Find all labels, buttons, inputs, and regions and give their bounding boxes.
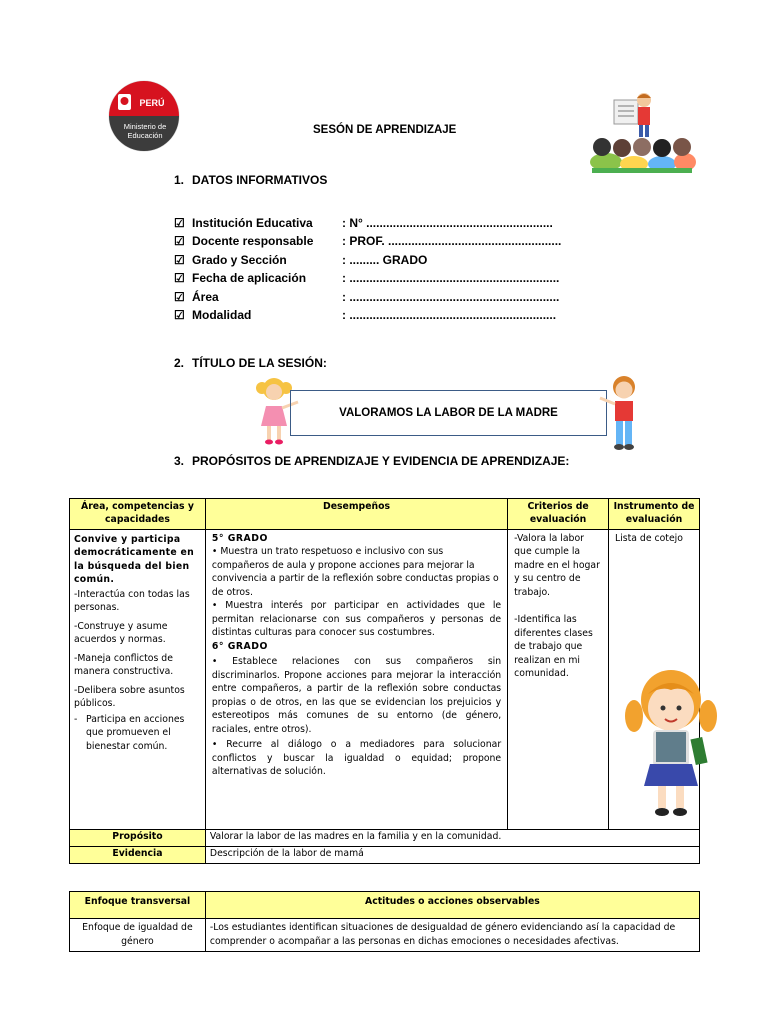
checkbox-icon: ☑ <box>174 216 185 230</box>
evidence-value: Descripción de la labor de mamá <box>205 847 699 864</box>
checkbox-icon: ☑ <box>174 271 185 285</box>
header-instrumento: Instrumento de evaluación <box>609 499 700 530</box>
capacity-item: -Delibera sobre asuntos públicos. <box>74 684 185 710</box>
info-row-area <box>174 290 559 304</box>
criteria-cell <box>508 530 609 830</box>
info-value: : ............................................................... <box>342 271 560 285</box>
header-actitudes: Actitudes o acciones observables <box>205 892 699 919</box>
section-2-number: 2. <box>174 356 185 370</box>
grade-5-item: • Muestra interés por participar en actividades que le permitan relacionarse con sus compañeros y personas de distintas culturas para conocer sus costumbres. <box>211 600 502 639</box>
schoolgirl-illustration <box>620 664 722 820</box>
learning-purposes-table <box>69 498 700 864</box>
capacity-bullets <box>74 713 201 753</box>
logo-country: PERÚ <box>139 98 165 108</box>
section-1-number: 1. <box>174 173 185 187</box>
info-value: : .............................................................. <box>342 308 557 322</box>
grade-5-item: • Muestra un trato respetuoso e inclusivo con sus compañeros de aula y propone acciones para mejorar la convivencia a partir de la reflexión sobre conductas propias o de otros. <box>211 546 499 598</box>
header-desempenos: Desempeños <box>205 499 507 530</box>
grade-6-item: • Establece relaciones con sus compañeros sin discriminarlos. Propone acciones para mejorar la interacción entre compañeros, a partir de la reflexión sobre conductas propias o de otros, en las que se evidencian los prejuicios y estereotipos más comunes de su entorno (de género, raciales, entre otros). <box>211 656 502 735</box>
grade-5-title: 5° GRADO <box>211 533 268 544</box>
enfoque-transversal-table <box>69 891 700 952</box>
purpose-label: Propósito <box>70 830 206 847</box>
enfoque-name: Enfoque de igualdad de género <box>70 918 206 951</box>
capacities-cell <box>70 530 206 830</box>
section-2-title: TÍTULO DE LA SESIÓN: <box>192 356 327 370</box>
classroom-illustration <box>588 90 696 174</box>
info-row-institucion <box>174 216 553 230</box>
session-title: VALORAMOS LA LABOR DE LA MADRE <box>339 407 558 419</box>
evidence-label: Evidencia <box>70 847 206 864</box>
document-title: SESÓN DE APRENDIZAJE <box>313 124 457 136</box>
criteria-item: -Valora la labor que cumple la madre en el hogar y su centro de trabajo. <box>514 533 600 598</box>
capacity-item: -Maneja conflictos de manera constructiva. <box>74 652 174 678</box>
info-label: Modalidad <box>192 308 252 322</box>
info-row-docente <box>174 234 561 248</box>
info-value: : N° ........................................................ <box>342 216 553 230</box>
header-area: Área, competencias y capacidades <box>70 499 206 530</box>
grade-6-title: 6° GRADO <box>211 640 268 652</box>
info-row-grado <box>174 253 427 267</box>
info-value: : ......... GRADO <box>342 253 428 267</box>
info-row-fecha <box>174 271 559 285</box>
competence-title: Convive y participa democráticamente en la búsqueda del bien común. <box>74 534 195 586</box>
checkbox-icon: ☑ <box>174 234 185 248</box>
boy-illustration <box>596 374 646 452</box>
info-label: Institución Educativa <box>192 216 313 230</box>
info-label: Grado y Sección <box>192 253 287 267</box>
purpose-value: Valorar la labor de las madres en la familia y en la comunidad. <box>205 830 699 847</box>
grade-6-item: • Recurre al diálogo o a mediadores para solucionar conflictos y buscar la igualdad o equidad; propone alternativas de solución. <box>211 739 502 777</box>
enfoque-actions: -Los estudiantes identifican situaciones de desigualdad de género evidenciando así la capacidad de comprender o acompañar a las personas en dichas emociones o necesidades afectivas. <box>205 918 699 951</box>
performance-cell <box>205 530 507 830</box>
info-label: Fecha de aplicación <box>192 271 307 285</box>
header-enfoque: Enfoque transversal <box>70 892 206 919</box>
capacity-bullet: - Participa en acciones que promueven el bienestar común. <box>74 713 201 753</box>
session-title-box <box>290 390 607 436</box>
capacity-item: -Interactúa con todas las personas. <box>74 588 190 614</box>
info-label: Docente responsable <box>192 234 314 248</box>
info-row-modalidad <box>174 308 556 322</box>
info-value: : ............................................................... <box>342 290 560 304</box>
logo-ministry-line2: Educación <box>127 131 163 140</box>
checkbox-icon: ☑ <box>174 308 185 322</box>
info-label: Área <box>192 290 219 304</box>
instrument-value: Lista de cotejo <box>615 533 683 544</box>
header-criterios: Criterios de evaluación <box>508 499 609 530</box>
checkbox-icon: ☑ <box>174 253 185 267</box>
checkbox-icon: ☑ <box>174 290 185 304</box>
ministry-logo <box>108 80 180 152</box>
section-3-number: 3. <box>174 454 185 468</box>
logo-ministry-line1: Ministerio de <box>123 122 167 131</box>
section-1-title: DATOS INFORMATIVOS <box>192 173 328 187</box>
info-value: : PROF. .................................................... <box>342 234 562 248</box>
section-3-title: PROPÓSITOS DE APRENDIZAJE Y EVIDENCIA DE APRENDIZAJE: <box>192 454 570 468</box>
capacity-item: -Construye y asume acuerdos y normas. <box>74 620 168 646</box>
criteria-item: -Identifica las diferentes clases de trabajo que realizan en mi comunidad. <box>514 614 593 680</box>
